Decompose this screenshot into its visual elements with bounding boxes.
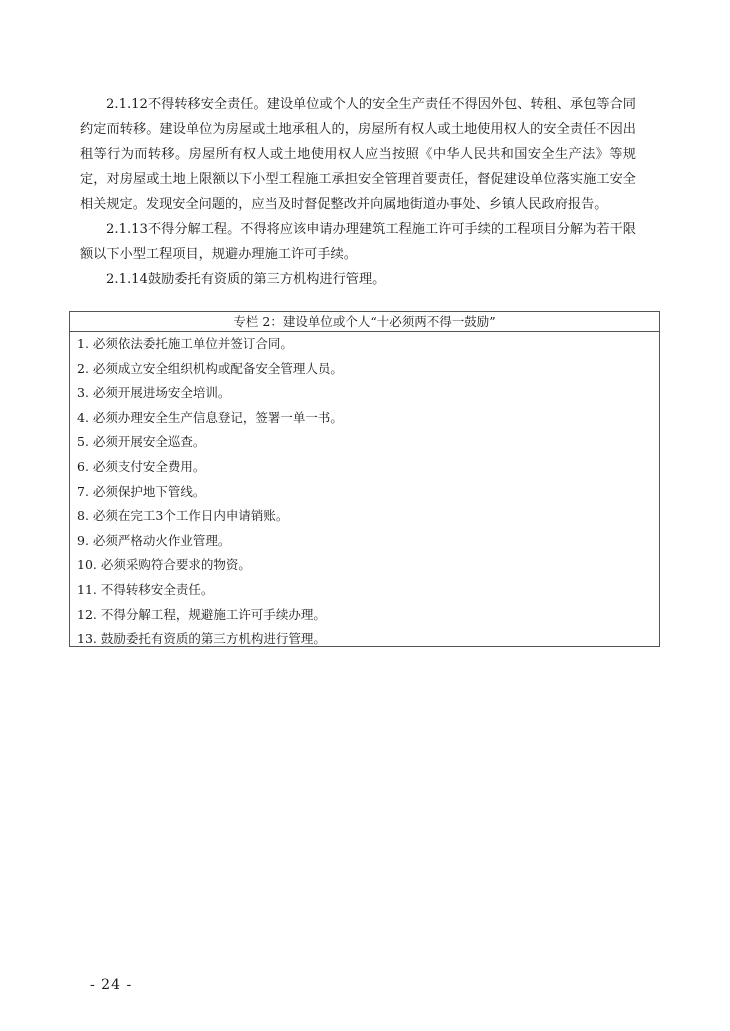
list-item: 7. 必须保护地下管线。 bbox=[77, 483, 206, 499]
list-item: 9. 必须严格动火作业管理。 bbox=[77, 532, 231, 548]
list-item: 8. 必须在完工3个工作日内申请销账。 bbox=[77, 508, 289, 524]
list-item: 13. 鼓励委托有资质的第三方机构进行管理。 bbox=[77, 631, 326, 647]
box-list bbox=[70, 332, 659, 652]
paragraph-2-1-13: 2.1.13不得分解工程。不得将应该申请办理建筑工程施工许可手续的工程项目分解为若干限额以下小型工程项目，规避办理施工许可手续。 bbox=[80, 222, 636, 262]
list-item: 12. 不得分解工程，规避施工许可手续办理。 bbox=[77, 606, 326, 622]
body-text bbox=[80, 92, 636, 292]
paragraph-2-1-14: 2.1.14鼓励委托有资质的第三方机构进行管理。 bbox=[106, 272, 386, 287]
box-title: 专栏 2：建设单位或个人“十必须两不得一鼓励” bbox=[70, 312, 659, 332]
sidebar-box-column-2 bbox=[69, 311, 660, 647]
list-item: 3. 必须开展进场安全培训。 bbox=[77, 385, 231, 401]
page-number: - 24 - bbox=[90, 977, 133, 993]
list-item: 1. 必须依法委托施工单位并签订合同。 bbox=[77, 336, 293, 351]
list-item: 11. 不得转移安全责任。 bbox=[77, 581, 214, 597]
list-item: 10. 必须采购符合要求的物资。 bbox=[77, 557, 251, 573]
list-item: 5. 必须开展安全巡查。 bbox=[77, 434, 206, 450]
list-item: 2. 必须成立安全组织机构或配备安全管理人员。 bbox=[77, 360, 343, 376]
list-item: 6. 必须支付安全费用。 bbox=[77, 458, 206, 474]
list-item: 4. 必须办理安全生产信息登记，签署一单一书。 bbox=[77, 409, 343, 425]
paragraph-2-1-12: 2.1.12不得转移安全责任。建设单位或个人的安全生产责任不得因外包、转租、承包等合同约定而转移。建设单位为房屋或土地承租人的，房屋所有权人或土地使用权人的安全责任不因出租等行为而转移。房屋所有权人或土地使用权人应当按照《中华人民共和国安全生产法》等规定，对房屋或土地上限额以下小型工程施工承担安全管理首要责任，督促建设单位落实施工安全相关规定。发现安全问题的，应当及时督促整改并向属地街道办事处、乡镇人民政府报告。 bbox=[80, 97, 636, 212]
